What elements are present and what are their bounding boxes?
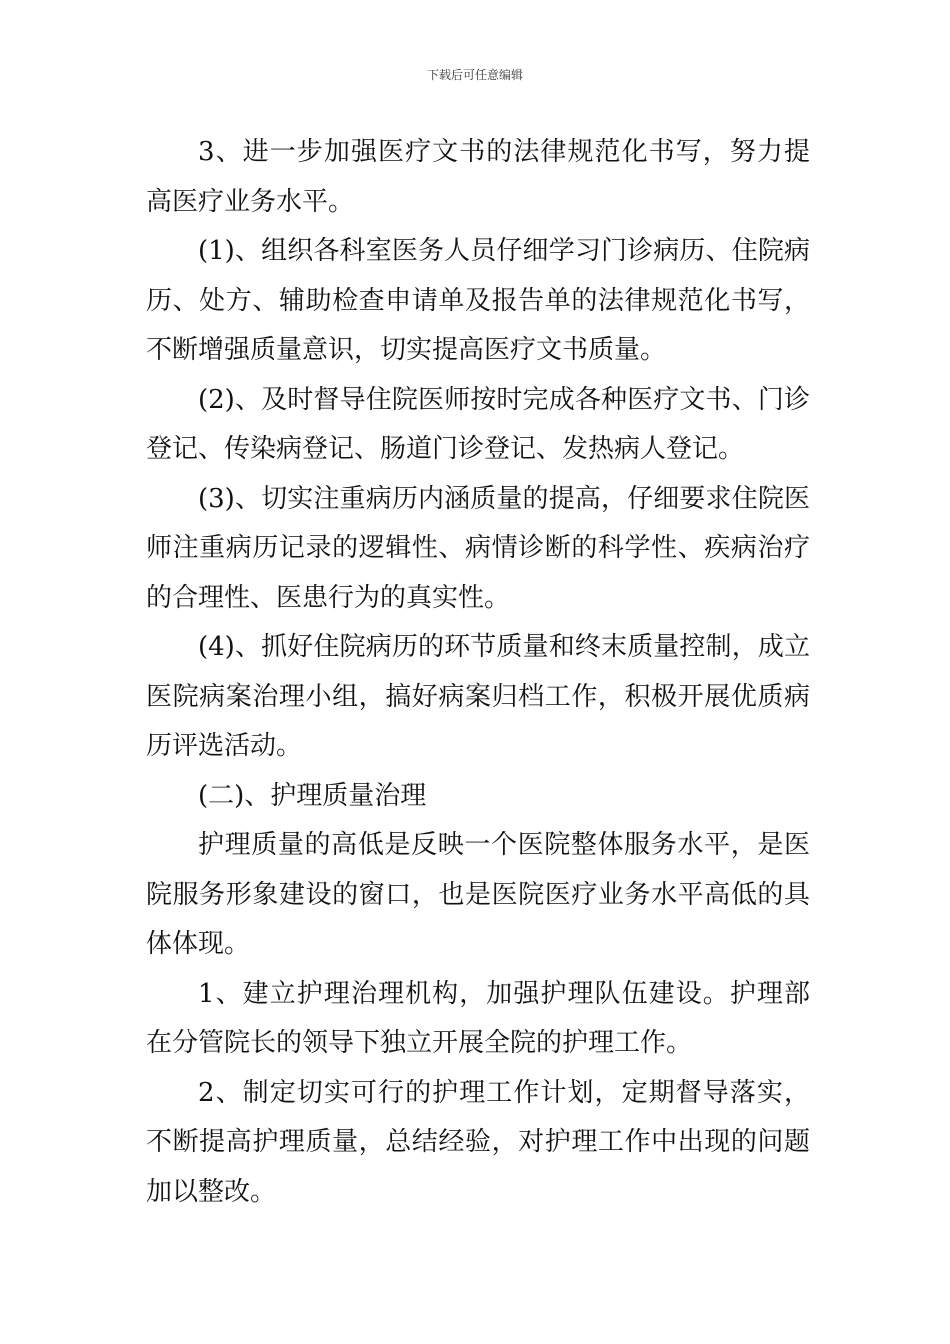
section-heading: (二)、护理质量治理: [198, 780, 427, 811]
paragraph-8: 1、建立护理治理机构，加强护理队伍建设。护理部在分管院长的领导下独立开展全院的护理工作。: [146, 978, 810, 1058]
paragraph-7: 护理质量的高低是反映一个医院整体服务水平，是医院服务形象建设的窗口，也是医院医疗业务水平高低的具体体现。: [146, 830, 810, 959]
paragraph-1: 3、进一步加强医疗文书的法律规范化书写，努力提高医疗业务水平。: [146, 137, 810, 217]
paragraph-9: 2、制定切实可行的护理工作计划，定期督导落实，不断提高护理质量，总结经验，对护理工作中出现的问题加以整改。: [146, 1077, 810, 1207]
paragraph-2: (1)、组织各科室医务人员仔细学习门诊病历、住院病历、处方、辅助检查申请单及报告单的法律规范化书写，不断增强质量意识，切实提高医疗文书质量。: [146, 236, 810, 365]
paragraph-3: (2)、及时督导住院医师按时完成各种医疗文书、门诊登记、传染病登记、肠道门诊登记、发热病人登记。: [146, 384, 810, 464]
paragraph-4: (3)、切实注重病历内涵质量的提高，仔细要求住院医师注重病历记录的逻辑性、病情诊断的科学性、疾病治疗的合理性、医患行为的真实性。: [146, 483, 810, 613]
paragraph-5: (4)、抓好住院病历的环节质量和终末质量控制，成立医院病案治理小组，搞好病案归档工作，积极开展优质病历评选活动。: [146, 632, 810, 761]
page-header: 下载后可任意编辑: [426, 68, 523, 82]
document-body: [146, 128, 810, 1217]
